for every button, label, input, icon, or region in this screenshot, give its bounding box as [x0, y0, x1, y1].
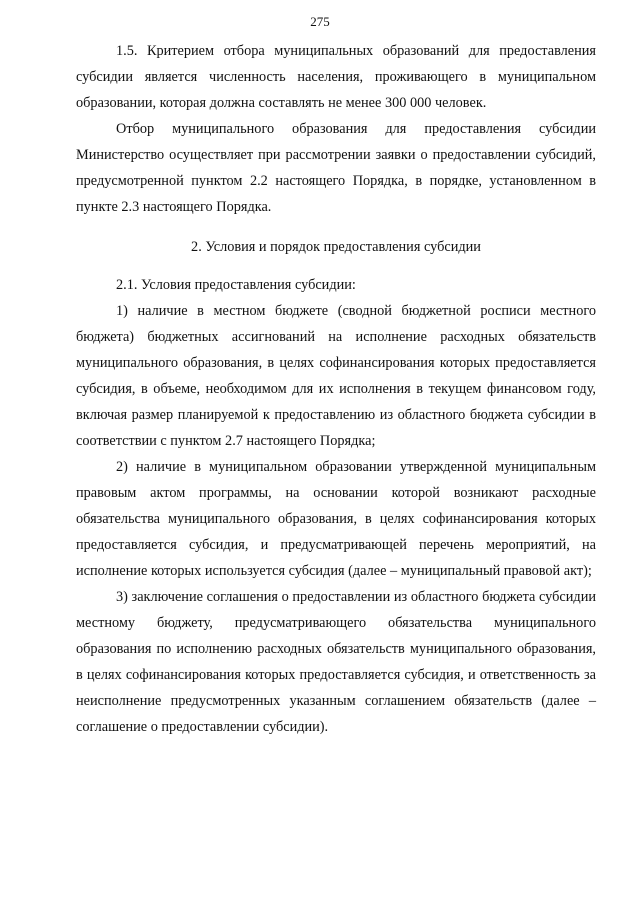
paragraph-1-5: 1.5. Критерием отбора муниципальных образований для предоставления субсидии является численность населения, проживающего в муниципальном образовании, которая должна составлять не менее 300 000 человек.: [76, 43, 596, 111]
condition-1: 1) наличие в местном бюджете (сводной бюджетной росписи местного бюджета) бюджетных ассигнований на исполнение расходных обязательств муниципального образования, в целях софинансирования которых предоставляется субсидия, в объеме, необходимом для их исполнения в текущем финансовом году, включая размер планируемой к предоставлению из областного бюджета субсидии в соответствии с пунктом 2.7 настоящего Порядка;: [76, 303, 596, 449]
section-heading: 2. Условия и порядок предоставления субсидии: [191, 239, 481, 255]
paragraph-2-1: 2.1. Условия предоставления субсидии:: [116, 277, 356, 293]
document-body: [76, 38, 596, 740]
page-number: 275: [310, 14, 330, 29]
condition-2: 2) наличие в муниципальном образовании утвержденной муниципальным правовым актом программы, на основании которой возникают расходные обязательства муниципального образования, в целях софинансирования которых предоставляется субсидия, и предусматривающей перечень мероприятий, на исполнение которых используется субсидия (далее – муниципальный правовой акт);: [76, 459, 596, 579]
paragraph-selection: Отбор муниципального образования для предоставления субсидии Министерство осуществляет при рассмотрении заявки о предоставлении субсидий, предусмотренной пунктом 2.2 настоящего Порядка, в порядке, установленном в пункте 2.3 настоящего Порядка.: [76, 121, 596, 215]
condition-3: 3) заключение соглашения о предоставлении из областного бюджета субсидии местному бюджету, предусматривающего обязательства муниципального образования по исполнению расходных обязательств муниципального образования, в целях софинансирования которых предоставляется субсидия, и ответственность за неисполнение предусмотренных указанным соглашением обязательств (далее – соглашение о предоставлении субсидии).: [76, 589, 596, 735]
